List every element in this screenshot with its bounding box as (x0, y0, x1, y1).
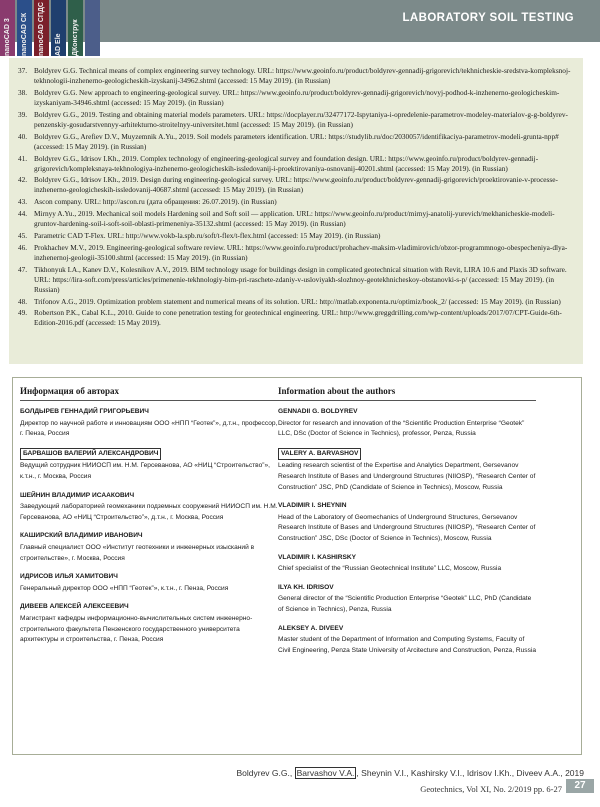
reference-text: Tikhonyuk I.A., Kanev D.V., Kolesnikov A.V., 2019. BIM technology usage for buildings design in complicated geotechnical situation with Revit, LIRA 10.6 and Plaxis 3D software. URL: https://lira-soft.com/press/articles/primenenie-tekhnologiy-bim-pri-raschete-zdaniy-v-usloviyakh-slozhnoy-geotekhnicheskoy-obstanovki-s-p/ (accessed: 15 May 2019). (in Russian) (34, 264, 567, 294)
author-description: General director of the “Scientific Production Enterprise “Geotek” LLC, PhD (Candidate of Science in Technics), Penza, Russia (278, 595, 532, 613)
reference-number: 44. (18, 209, 28, 219)
spine-5: ДКонструк (68, 0, 83, 56)
author-entry (278, 553, 536, 575)
author-entry (20, 531, 278, 564)
reference-number: 42. (18, 175, 28, 185)
author-description: Leading research scientist of the Expertise and Analytics Department, Gersevanov Research Institute of Bases and Underground Structures (NIIOSP), “Research Center of Construction” JSC, PhD (Candidate of Science in Technics), Moscow, Russia (278, 462, 536, 491)
reference-item (18, 153, 577, 174)
reference-text: Boldyrev G.G., Idrisov I.Kh., 2019. Complex technology of engineering-geological survey and foundation design. URL: https://www.geoinfo.ru/product/boldyrev-gennadij-grigorevich/kompleksnaya-tekhnologiya-inzhenerno-geologicheskih-issledovanij-i-proektirovaniya-osnovanij-40201.shtml (accessed: 15 May 2019). (in Russian) (34, 153, 539, 173)
citation-boxed-author: Barvashov V.A. (296, 768, 355, 778)
reference-number: 41. (18, 153, 28, 163)
author-description: Генеральный директор ООО «НПП “Геотек”», к.т.н., г. Пенза, Россия (20, 584, 229, 592)
author-entry (278, 624, 536, 657)
reference-text: Parametric CAD T-Flex. URL: http://www.vokb-la.spb.ru/soft/t-flex/t-flex.html (accessed: 15 May 2019). (in Russian) (34, 230, 381, 240)
author-description: Ведущий сотрудник НИИОСП им. Н.М. Герсеванова, АО «НИЦ “Строительство”», к.т.н., г. Москва, Россия (20, 462, 270, 480)
author-description: Директор по научной работе и инновациям ООО «НПП “Геотек”», д.т.н., профессор, г. Пенза, Россия (20, 419, 278, 438)
author-name: VLADIMIR I. SHEYNIN (278, 502, 347, 510)
citation-suffix: , Sheynin V.I., Kashirsky V.I., Idrisov I.Kh., Diveev A.A., 2019 (356, 768, 584, 778)
reference-item (18, 230, 577, 241)
authors-en-column (278, 386, 536, 664)
reference-number: 45. (18, 230, 28, 240)
author-name: БОЛДЫРЕВ ГЕННАДИЙ ГРИГОРЬЕВИЧ (20, 408, 149, 415)
reference-text: Boldyrev G.G., Arefiev D.V., Muyzemnik A.Yu., 2019. Soil models parameters identification. URL: https://studylib.ru/doc/2030057/identifikaciya-parametrov-modeli-grunta-npp# (accessed: 15 May 2019). (in Russian) (34, 131, 559, 151)
author-name: ALEKSEY A. DIVEEV (278, 624, 344, 632)
reference-text: Boldyrev G.G. Technical means of complex engineering survey technology. URL: https://www.geoinfo.ru/product/boldyrev-gennadij-grigorevich/tekhnicheskie-sredstva-kompleksnoj-tekhnologii-inzhenerno-geologicheskih-izyskanij-34962.shtml (accessed: 15 May 2019). (in Russian) (34, 66, 571, 86)
author-description: Chief specialist of the “Russian Geotechnical Institute” LLC, Moscow, Russia (278, 565, 502, 573)
spine-6 (85, 0, 100, 56)
reference-text: Prokhachev M.V., 2019. Engineering-geological software review. URL: https://www.geoinfo.ru/product/prohachev-maksim-vladimirovich/obzor-programmnogo-obespecheniya-dlya-inzhenernoj-geologii-35100.shtml (accessed: 15 May 2019). (in Russian) (34, 242, 568, 262)
author-entry (278, 501, 536, 544)
authors-en-heading: Information about the authors (278, 386, 536, 401)
author-entry (278, 407, 536, 440)
author-description: Заведующий лабораторией геомеханики подземных сооружений НИИОСП им. Н.М. Герсеванова, АО «НИЦ “Строительство”», д.т.н., г. Москва, Россия (20, 503, 278, 521)
author-entry (20, 491, 278, 524)
reference-text: Boldyrev G.G., Idrisov I.Kh., 2019. Design during engineering-geological survey. URL: https://www.geoinfo.ru/product/boldyrev-gennadij-grigorevich/proektirovanie-v-processe-inzhenerno-geologicheskih-issledovanij-40687.shtml (accessed: 15 May 2019). (in Russian) (34, 175, 558, 195)
reference-number: 37. (18, 66, 28, 75)
references-list (18, 66, 577, 330)
author-entry (20, 448, 278, 483)
section-title: LABORATORY SOIL TESTING (402, 12, 574, 24)
reference-text: Boldyrev G.G. New approach to engineering-geological survey. URL: https://www.geoinfo.ru/product/boldyrev-gennadij-grigorevich/novyj-podhod-k-inzhenerno-geologicheskim-izyskaniyam-34946.shtml (accessed: 15 May 2019). (in Russian) (34, 87, 560, 107)
author-name: ШЕЙНИН ВЛАДИМИР ИСААКОВИЧ (20, 491, 135, 499)
reference-item (18, 264, 577, 295)
spine-3: nanoCAD СПДС (34, 0, 49, 56)
author-description: Магистрант кафедры информационно-вычислительных систем инженерно-строительного факультета Пензенского государственного университета архитектуры и строительства, г. Пенза, Россия (20, 614, 253, 644)
book-spines-image (0, 0, 120, 56)
author-entry (278, 583, 536, 616)
reference-item (18, 66, 577, 86)
author-entry (20, 572, 278, 594)
reference-text: Mirnyy A.Yu., 2019. Mechanical soil models Hardening soil and Soft soil — application. URL: https://www.geoinfo.ru/product/mirnyj-anatolij-yurevich/mekhanicheskie-modeli-gruntov-hardening-soil-i-soft-soil-oblasti-primeneniya-35132.shtml (accessed: 15 May 2019). (in Russian) (34, 209, 555, 229)
author-name: КАШИРСКИЙ ВЛАДИМИР ИВАНОВИЧ (20, 532, 143, 540)
spine-2: nanoCAD СК (17, 0, 32, 56)
author-name: GENNADII G. BOLDYREV (278, 408, 358, 415)
author-name: ДИВЕЕВ АЛЕКСЕЙ АЛЕКСЕЕВИЧ (20, 603, 129, 611)
author-name: БАРВАШОВ ВАЛЕРИЙ АЛЕКСАНДРОВИЧ (20, 448, 161, 461)
authors-ru-column (20, 386, 278, 654)
reference-item (18, 131, 577, 152)
reference-number: 39. (18, 109, 28, 119)
reference-item (18, 308, 577, 328)
authors-ru-heading: Информация об авторах (20, 386, 278, 401)
reference-number: 43. (18, 197, 28, 207)
author-description: Master student of the Department of Information and Computing Systems, Faculty of Civil Engineering, Penza State University of Arcitecture and Construction, Penza, Russia (278, 636, 537, 654)
reference-item (18, 209, 577, 229)
reference-text: Ascon company. URL: http://ascon.ru (дата обращения: 26.07.2019). (in Russian) (34, 197, 277, 207)
author-name: ILYA KH. IDRISOV (278, 583, 334, 591)
author-description: Head of the Laboratory of Geomechanics of Underground Structures, Gersevanov Research Institute of Bases and Underground Structures (NIIOSP), “Research Center of Construction” JSC, DSc (Doctor of Science in Technics), Moscow, Russia (278, 513, 536, 542)
author-description: Director for research and innovation of the “Scientific Production Enterprise “Geotek” LLC, DSc (Doctor of Science in Technics), professor, Penza, Russia (278, 419, 525, 438)
reference-item (18, 175, 577, 195)
journal-reference: Geotechnics, Vol XI, No. 2/2019 pp. 6-27 (420, 784, 562, 794)
reference-number: 49. (18, 308, 28, 318)
reference-item (18, 109, 577, 130)
reference-item (18, 242, 577, 263)
reference-number: 48. (18, 296, 28, 306)
reference-text: Robertson P.K., Cabal K.L., 2010. Guide to cone penetration testing for geotechnical engineering. URL: http://www.greggdrilling.com/wp-content/uploads/2017/07/CPT-Guide-6th-Edition-2016.pdf (accessed: 15 May 2019). (34, 308, 562, 328)
reference-number: 38. (18, 87, 28, 97)
footer-citation (236, 768, 584, 778)
author-entry (278, 448, 536, 493)
reference-number: 47. (18, 264, 28, 274)
spine-1: nanoCAD 3 (0, 0, 15, 56)
page-number: 27 (566, 779, 594, 793)
author-description: Главный специалист ООО «Институт геотехники и инженерных изысканий в строительстве», г. Москва, Россия (20, 543, 255, 562)
reference-number: 40. (18, 131, 28, 141)
author-name: ИДРИСОВ ИЛЬЯ ХАМИТОВИЧ (20, 573, 118, 581)
reference-text: Trifonov A.G., 2019. Optimization problem statement and numerical means of its solution. URL: http://matlab.exponenta.ru/optimiz/book_2/ (accessed: 15 May 2019). (in Russian) (34, 296, 561, 306)
author-entry (20, 407, 278, 440)
author-name: VLADIMIR I. KASHIRSKY (278, 553, 357, 561)
reference-item (18, 296, 577, 307)
author-name: VALERY A. BARVASHOV (278, 448, 361, 461)
reference-number: 46. (18, 242, 28, 252)
citation-prefix: Boldyrev G.G., (236, 768, 293, 778)
author-entry (20, 602, 278, 645)
spine-4: AD Ele (51, 0, 66, 56)
reference-item (18, 87, 577, 108)
reference-item (18, 197, 577, 207)
reference-text: Boldyrev G.G., 2019. Testing and obtaining material models parameters. URL: https://docplayer.ru/32477172-Ispytaniya-i-opredelenie-parametrov-modeley-materialov-g-g-boldyrev-penzenskiy-gosudarstvennyy-arhitekturno-stroitelnyy-universitet.html (accessed: 15 May 2019). (in Russian) (34, 109, 568, 129)
